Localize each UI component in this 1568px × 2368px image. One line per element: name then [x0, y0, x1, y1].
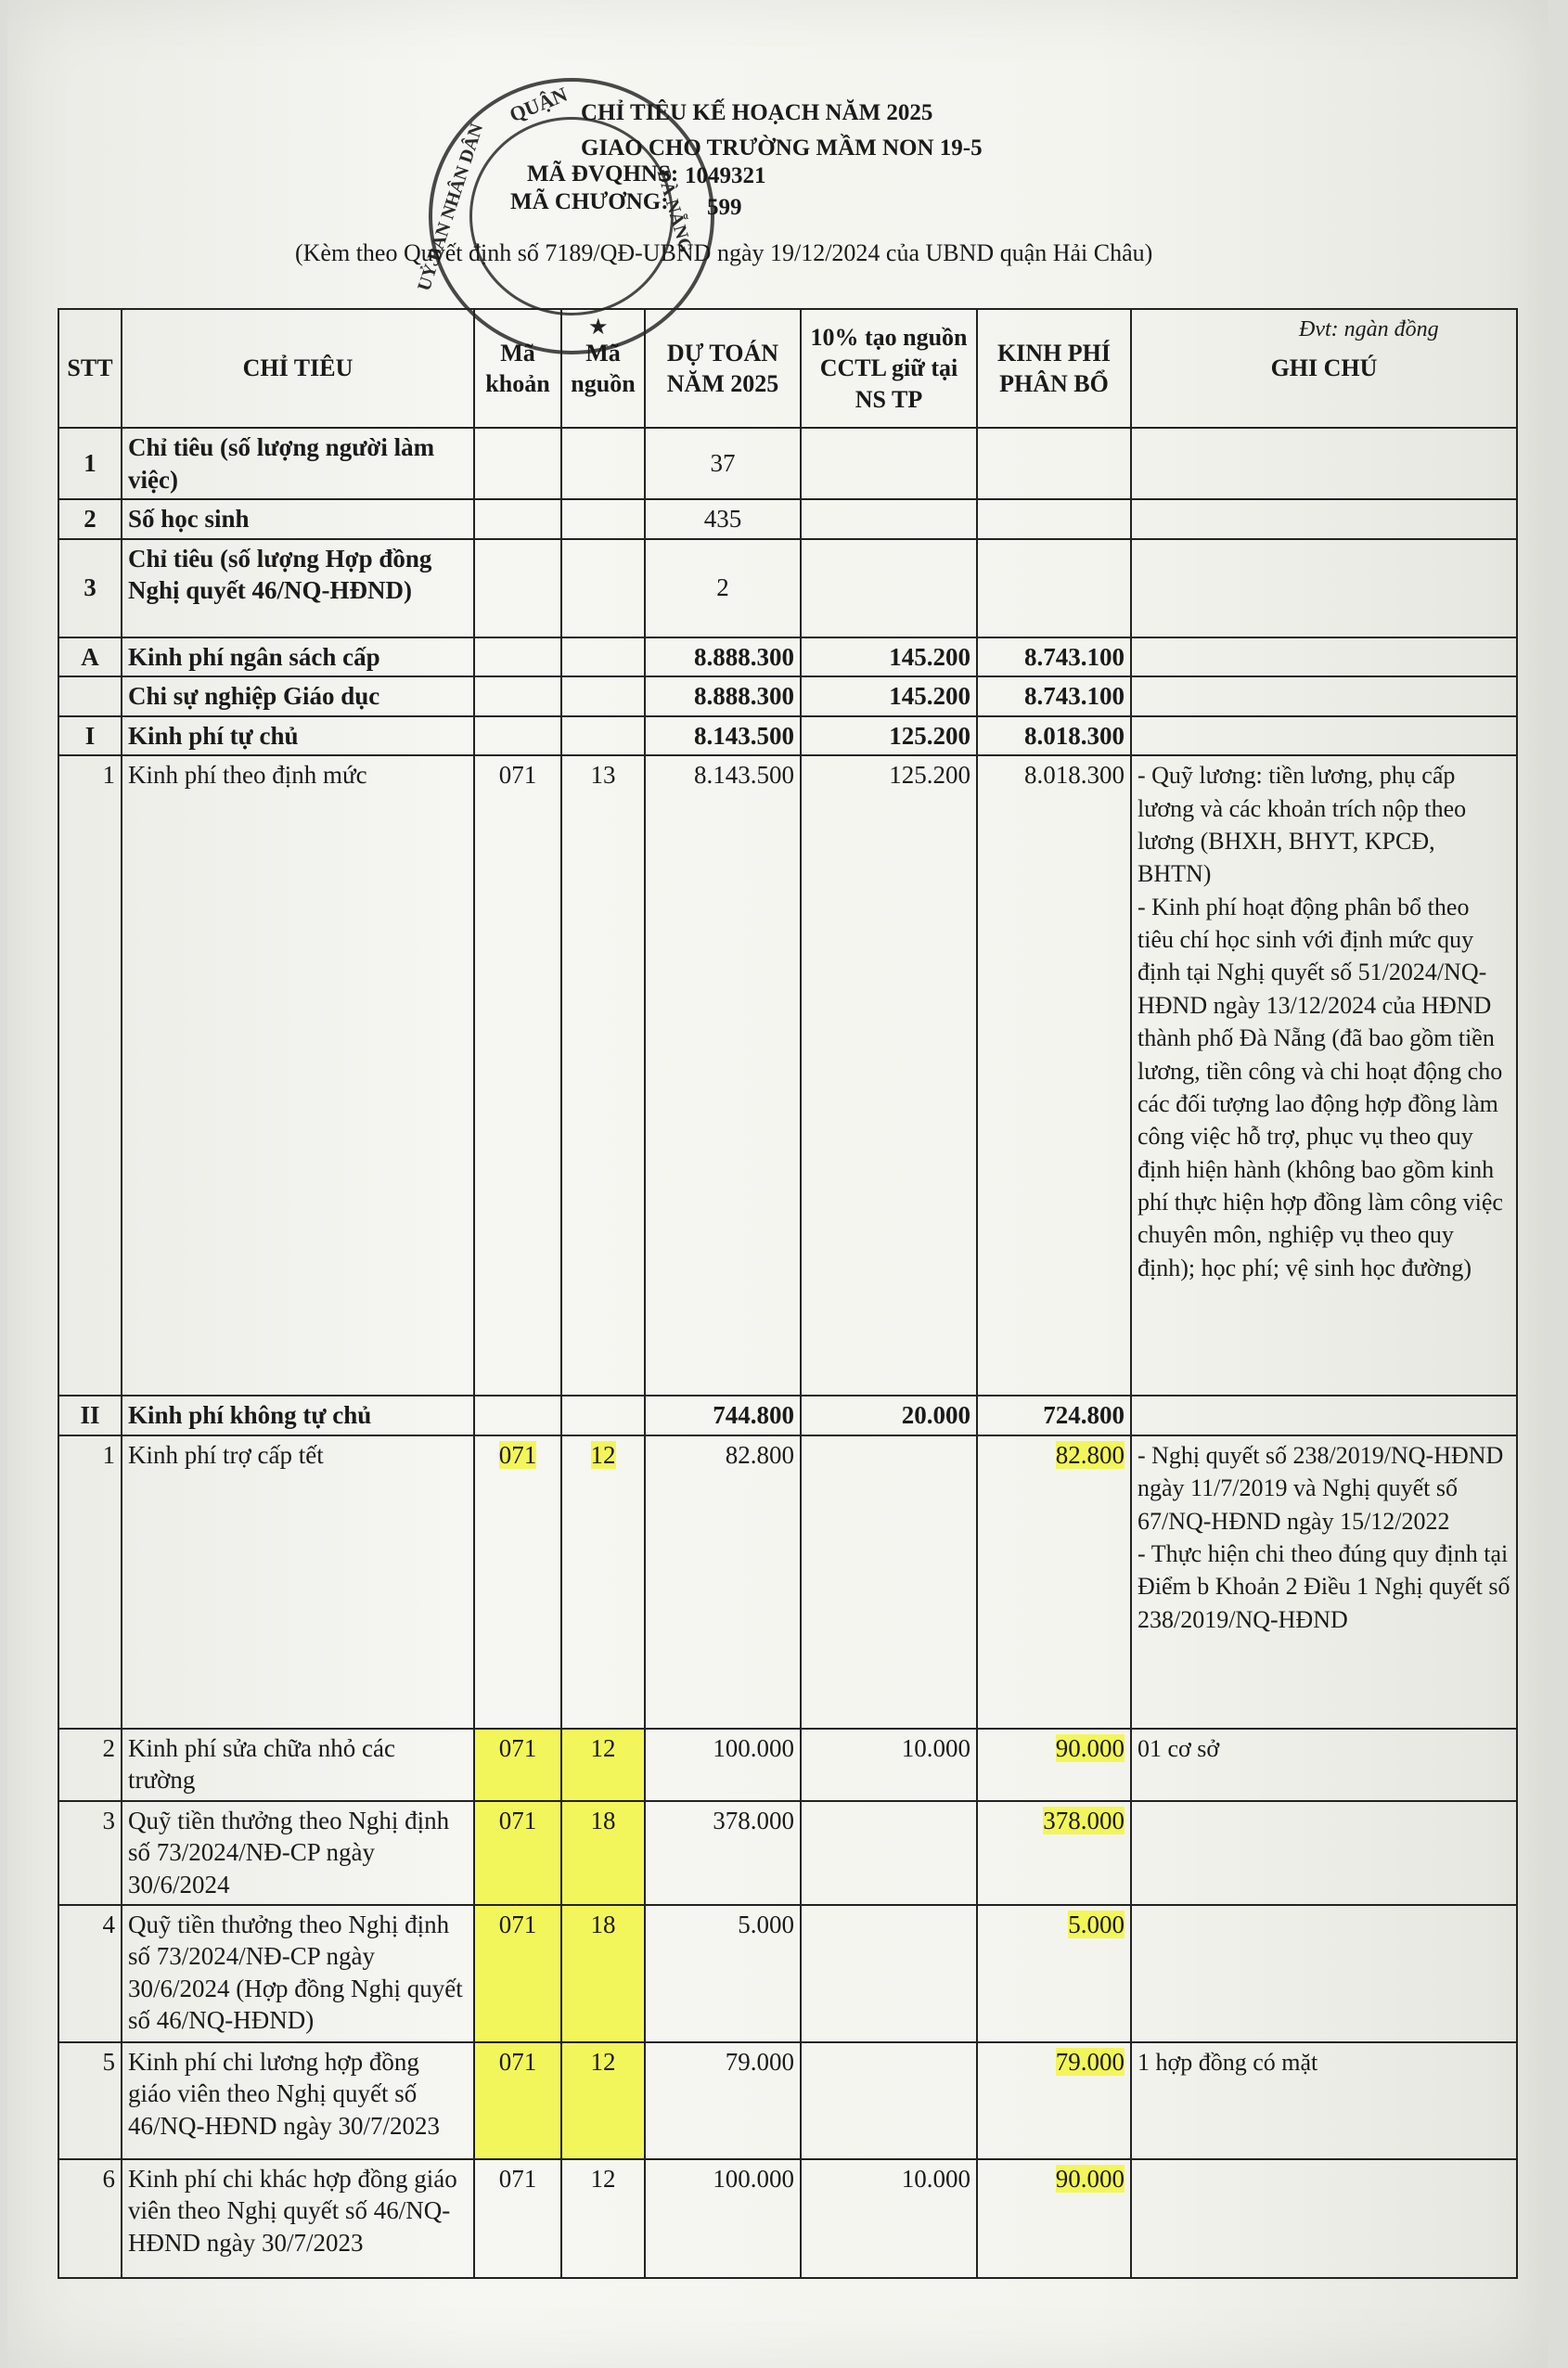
table-row	[58, 1801, 1517, 1905]
cell-du-toan: 8.888.300	[645, 676, 801, 716]
cell-chi-tieu: Chỉ tiêu (số lượng người làm việc)	[122, 428, 474, 499]
cell-ghi-chu	[1131, 716, 1517, 756]
table-row	[58, 539, 1517, 637]
cell-ma-khoan	[474, 1435, 561, 1729]
cell-chi-tieu: Kinh phí ngân sách cấp	[122, 637, 474, 677]
cell-ma-khoan: 071	[474, 1801, 561, 1905]
cell-chi-tieu: Kinh phí chi khác hợp đồng giáo viên theo Nghị quyết số 46/NQ-HĐND ngày 30/7/2023	[122, 2159, 474, 2278]
cell-ma-khoan	[474, 1396, 561, 1435]
cell-ma-nguon	[561, 539, 645, 637]
cell-chi-tieu: Số học sinh	[122, 499, 474, 539]
cell-ma-khoan	[474, 716, 561, 756]
cell-kinh-phi	[977, 539, 1131, 637]
table-row	[58, 2042, 1517, 2159]
kinh-phi-value: 5.000	[1068, 1910, 1125, 1938]
table-row	[58, 676, 1517, 716]
ma-nguon-value: 12	[590, 1440, 616, 1469]
header-ma-nguon: Mã nguồn	[561, 309, 645, 428]
table-row	[58, 1729, 1517, 1801]
cell-kinh-phi	[977, 499, 1131, 539]
kinh-phi-value: 82.800	[1055, 1440, 1125, 1469]
kinh-phi-value: 90.000	[1055, 1733, 1125, 1762]
cell-stt: 3	[58, 1801, 122, 1905]
chuong-label: MÃ CHƯƠNG:	[510, 189, 669, 214]
cell-chi-tieu: Kinh phí tự chủ	[122, 716, 474, 756]
table-row	[58, 716, 1517, 756]
cell-ma-khoan: 071	[474, 1729, 561, 1801]
cell-stt: I	[58, 716, 122, 756]
kinh-phi-value: 79.000	[1055, 2047, 1125, 2076]
header-tao-nguon: 10% tạo nguồn CCTL giữ tại NS TP	[801, 309, 977, 428]
cell-chi-tieu: Quỹ tiền thưởng theo Nghị định số 73/2024/NĐ-CP ngày 30/6/2024	[122, 1801, 474, 1905]
cell-du-toan: 744.800	[645, 1396, 801, 1435]
cell-ma-nguon: 12	[561, 2042, 645, 2159]
cell-kinh-phi	[977, 1435, 1131, 1729]
header-du-toan: DỰ TOÁN NĂM 2025	[645, 309, 801, 428]
cell-ma-khoan	[474, 539, 561, 637]
cell-kinh-phi: 8.743.100	[977, 637, 1131, 677]
cell-stt: 3	[58, 539, 122, 637]
seal-text-top: QUẬN	[506, 82, 571, 127]
cell-ma-nguon: 12	[561, 2159, 645, 2278]
kinh-phi-value: 378.000	[1043, 1806, 1125, 1834]
cell-tao-nguon: 10.000	[801, 1729, 977, 1801]
cell-tao-nguon: 125.200	[801, 716, 977, 756]
cell-kinh-phi: 8.018.300	[977, 755, 1131, 1396]
cell-ghi-chu	[1131, 1801, 1517, 1905]
table-row	[58, 2159, 1517, 2278]
cell-ma-nguon	[561, 499, 645, 539]
cell-ma-nguon	[561, 676, 645, 716]
cell-tao-nguon	[801, 1435, 977, 1729]
cell-ma-khoan: 071	[474, 2042, 561, 2159]
cell-tao-nguon	[801, 1801, 977, 1905]
kinh-phi-value: 90.000	[1055, 2164, 1125, 2193]
dvqhns-value: 1049321	[685, 163, 766, 188]
seal-text-left: UỶ BAN NHÂN DÂN	[414, 121, 488, 294]
cell-ma-nguon	[561, 1396, 645, 1435]
cell-du-toan: 378.000	[645, 1801, 801, 1905]
cell-chi-tieu: Chi sự nghiệp Giáo dục	[122, 676, 474, 716]
cell-ghi-chu	[1131, 539, 1517, 637]
cell-ghi-chu	[1131, 637, 1517, 677]
cell-kinh-phi	[977, 2042, 1131, 2159]
cell-ma-nguon: 18	[561, 1801, 645, 1905]
cell-tao-nguon	[801, 499, 977, 539]
cell-stt: 2	[58, 1729, 122, 1801]
cell-du-toan: 435	[645, 499, 801, 539]
cell-chi-tieu: Kinh phí theo định mức	[122, 755, 474, 1396]
cell-ma-nguon	[561, 428, 645, 499]
table-row	[58, 1905, 1517, 2042]
table-header-row	[58, 309, 1517, 428]
seal-text-right: ĐÀ NẴNG	[652, 166, 697, 255]
attachment-note: (Kèm theo Quyết định số 7189/QĐ-UBND ngày 19/12/2024 của UBND quận Hải Châu)	[295, 239, 1153, 266]
cell-ghi-chu: 01 cơ sở	[1131, 1729, 1517, 1801]
doc-title: CHỈ TIÊU KẾ HOẠCH NĂM 2025	[581, 100, 933, 125]
cell-ghi-chu: - Nghị quyết số 238/2019/NQ-HĐND ngày 11/7/2019 và Nghị quyết số 67/NQ-HĐND ngày 15/12/2022 - Thực hiện chi theo đúng quy định tại Điểm b Khoản 2 Điều 1 Nghị quyết số 238/2019/NQ-HĐND	[1131, 1435, 1517, 1729]
cell-kinh-phi	[977, 428, 1131, 499]
cell-du-toan: 79.000	[645, 2042, 801, 2159]
cell-du-toan: 8.143.500	[645, 716, 801, 756]
cell-stt: 4	[58, 1905, 122, 2042]
dvqhns-label: MÃ ĐVQHNS:	[527, 161, 679, 187]
header-stt: STT	[58, 309, 122, 428]
table-row	[58, 499, 1517, 539]
cell-du-toan: 5.000	[645, 1905, 801, 2042]
cell-ma-nguon: 12	[561, 1729, 645, 1801]
cell-kinh-phi: 724.800	[977, 1396, 1131, 1435]
cell-chi-tieu: Kinh phí trợ cấp tết	[122, 1435, 474, 1729]
doc-subtitle: GIAO CHO TRƯỜNG MẦM NON 19-5	[581, 135, 983, 161]
cell-chi-tieu: Kinh phí không tự chủ	[122, 1396, 474, 1435]
cell-ghi-chu: 1 hợp đồng có mặt	[1131, 2042, 1517, 2159]
header-chi-tieu: CHỈ TIÊU	[122, 309, 474, 428]
cell-tao-nguon: 145.200	[801, 637, 977, 677]
cell-ma-khoan	[474, 676, 561, 716]
cell-ma-khoan: 071	[474, 755, 561, 1396]
cell-kinh-phi	[977, 1801, 1131, 1905]
cell-ghi-chu	[1131, 676, 1517, 716]
cell-ma-nguon	[561, 1435, 645, 1729]
cell-stt: 5	[58, 2042, 122, 2159]
cell-tao-nguon: 125.200	[801, 755, 977, 1396]
unit-label: Đvt: ngàn đồng	[1299, 317, 1439, 341]
cell-ma-khoan	[474, 499, 561, 539]
cell-chi-tieu: Kinh phí chi lương hợp đồng giáo viên theo Nghị quyết số 46/NQ-HĐND ngày 30/7/2023	[122, 2042, 474, 2159]
cell-ma-nguon	[561, 716, 645, 756]
cell-chi-tieu: Quỹ tiền thưởng theo Nghị định số 73/2024/NĐ-CP ngày 30/6/2024 (Hợp đồng Nghị quyết số 46/NQ-HĐND)	[122, 1905, 474, 2042]
cell-kinh-phi	[977, 1905, 1131, 2042]
cell-kinh-phi: 8.018.300	[977, 716, 1131, 756]
cell-tao-nguon: 10.000	[801, 2159, 977, 2278]
table-row	[58, 755, 1517, 1396]
cell-stt: II	[58, 1396, 122, 1435]
cell-ghi-chu	[1131, 428, 1517, 499]
cell-du-toan: 2	[645, 539, 801, 637]
cell-stt: 2	[58, 499, 122, 539]
cell-tao-nguon	[801, 539, 977, 637]
cell-stt: 1	[58, 755, 122, 1396]
cell-kinh-phi	[977, 2159, 1131, 2278]
cell-stt: 1	[58, 1435, 122, 1729]
cell-du-toan: 100.000	[645, 2159, 801, 2278]
header-kinh-phi: KINH PHÍ PHÂN BỔ	[977, 309, 1131, 428]
cell-ma-nguon: 18	[561, 1905, 645, 2042]
cell-ma-khoan: 071	[474, 2159, 561, 2278]
header-ghi-chu: GHI CHÚ	[1131, 309, 1517, 428]
cell-tao-nguon: 145.200	[801, 676, 977, 716]
cell-du-toan: 100.000	[645, 1729, 801, 1801]
cell-ghi-chu	[1131, 499, 1517, 539]
table-row	[58, 637, 1517, 677]
cell-ma-nguon	[561, 637, 645, 677]
table-row	[58, 1435, 1517, 1729]
cell-ghi-chu	[1131, 1396, 1517, 1435]
cell-stt	[58, 676, 122, 716]
header-ma-khoan: Mã khoản	[474, 309, 561, 428]
cell-stt: A	[58, 637, 122, 677]
cell-du-toan: 82.800	[645, 1435, 801, 1729]
cell-tao-nguon	[801, 1905, 977, 2042]
cell-du-toan: 37	[645, 428, 801, 499]
cell-ghi-chu	[1131, 1905, 1517, 2042]
cell-tao-nguon: 20.000	[801, 1396, 977, 1435]
cell-tao-nguon	[801, 2042, 977, 2159]
cell-ma-khoan: 071	[474, 1905, 561, 2042]
cell-ma-nguon: 13	[561, 755, 645, 1396]
cell-chi-tieu: Kinh phí sửa chữa nhỏ các trường	[122, 1729, 474, 1801]
cell-chi-tieu: Chỉ tiêu (số lượng Hợp đồng Nghị quyết 46/NQ-HĐND)	[122, 539, 474, 637]
chuong-value: 599	[707, 195, 742, 220]
cell-du-toan: 8.143.500	[645, 755, 801, 1396]
cell-du-toan: 8.888.300	[645, 637, 801, 677]
cell-tao-nguon	[801, 428, 977, 499]
table-row	[58, 1396, 1517, 1435]
cell-stt: 6	[58, 2159, 122, 2278]
cell-ma-khoan	[474, 428, 561, 499]
cell-ghi-chu: - Quỹ lương: tiền lương, phụ cấp lương và các khoản trích nộp theo lương (BHXH, BHYT, KPCĐ, BHTN) - Kinh phí hoạt động phân bổ theo tiêu chí học sinh với định mức quy định tại Nghị quyết số 51/2024/NQ-HĐND ngày 13/12/2024 của HĐND thành phố Đà Nẵng (đã bao gồm tiền lương, tiền công và chi hoạt động cho các đối tượng lao động hợp đồng làm công việc hỗ trợ, phục vụ theo quy định hiện hành (không bao gồm kinh phí thực hiện hợp đồng làm công việc chuyên môn, nghiệp vụ theo quy định); học phí; vệ sinh học đường)	[1131, 755, 1517, 1396]
table-row	[58, 428, 1517, 499]
ma-khoan-value: 071	[498, 1440, 537, 1469]
budget-table	[58, 308, 1518, 2279]
cell-stt: 1	[58, 428, 122, 499]
cell-ghi-chu	[1131, 2159, 1517, 2278]
cell-kinh-phi	[977, 1729, 1131, 1801]
cell-kinh-phi: 8.743.100	[977, 676, 1131, 716]
seal-star-icon: ★	[588, 315, 609, 340]
cell-ma-khoan	[474, 637, 561, 677]
